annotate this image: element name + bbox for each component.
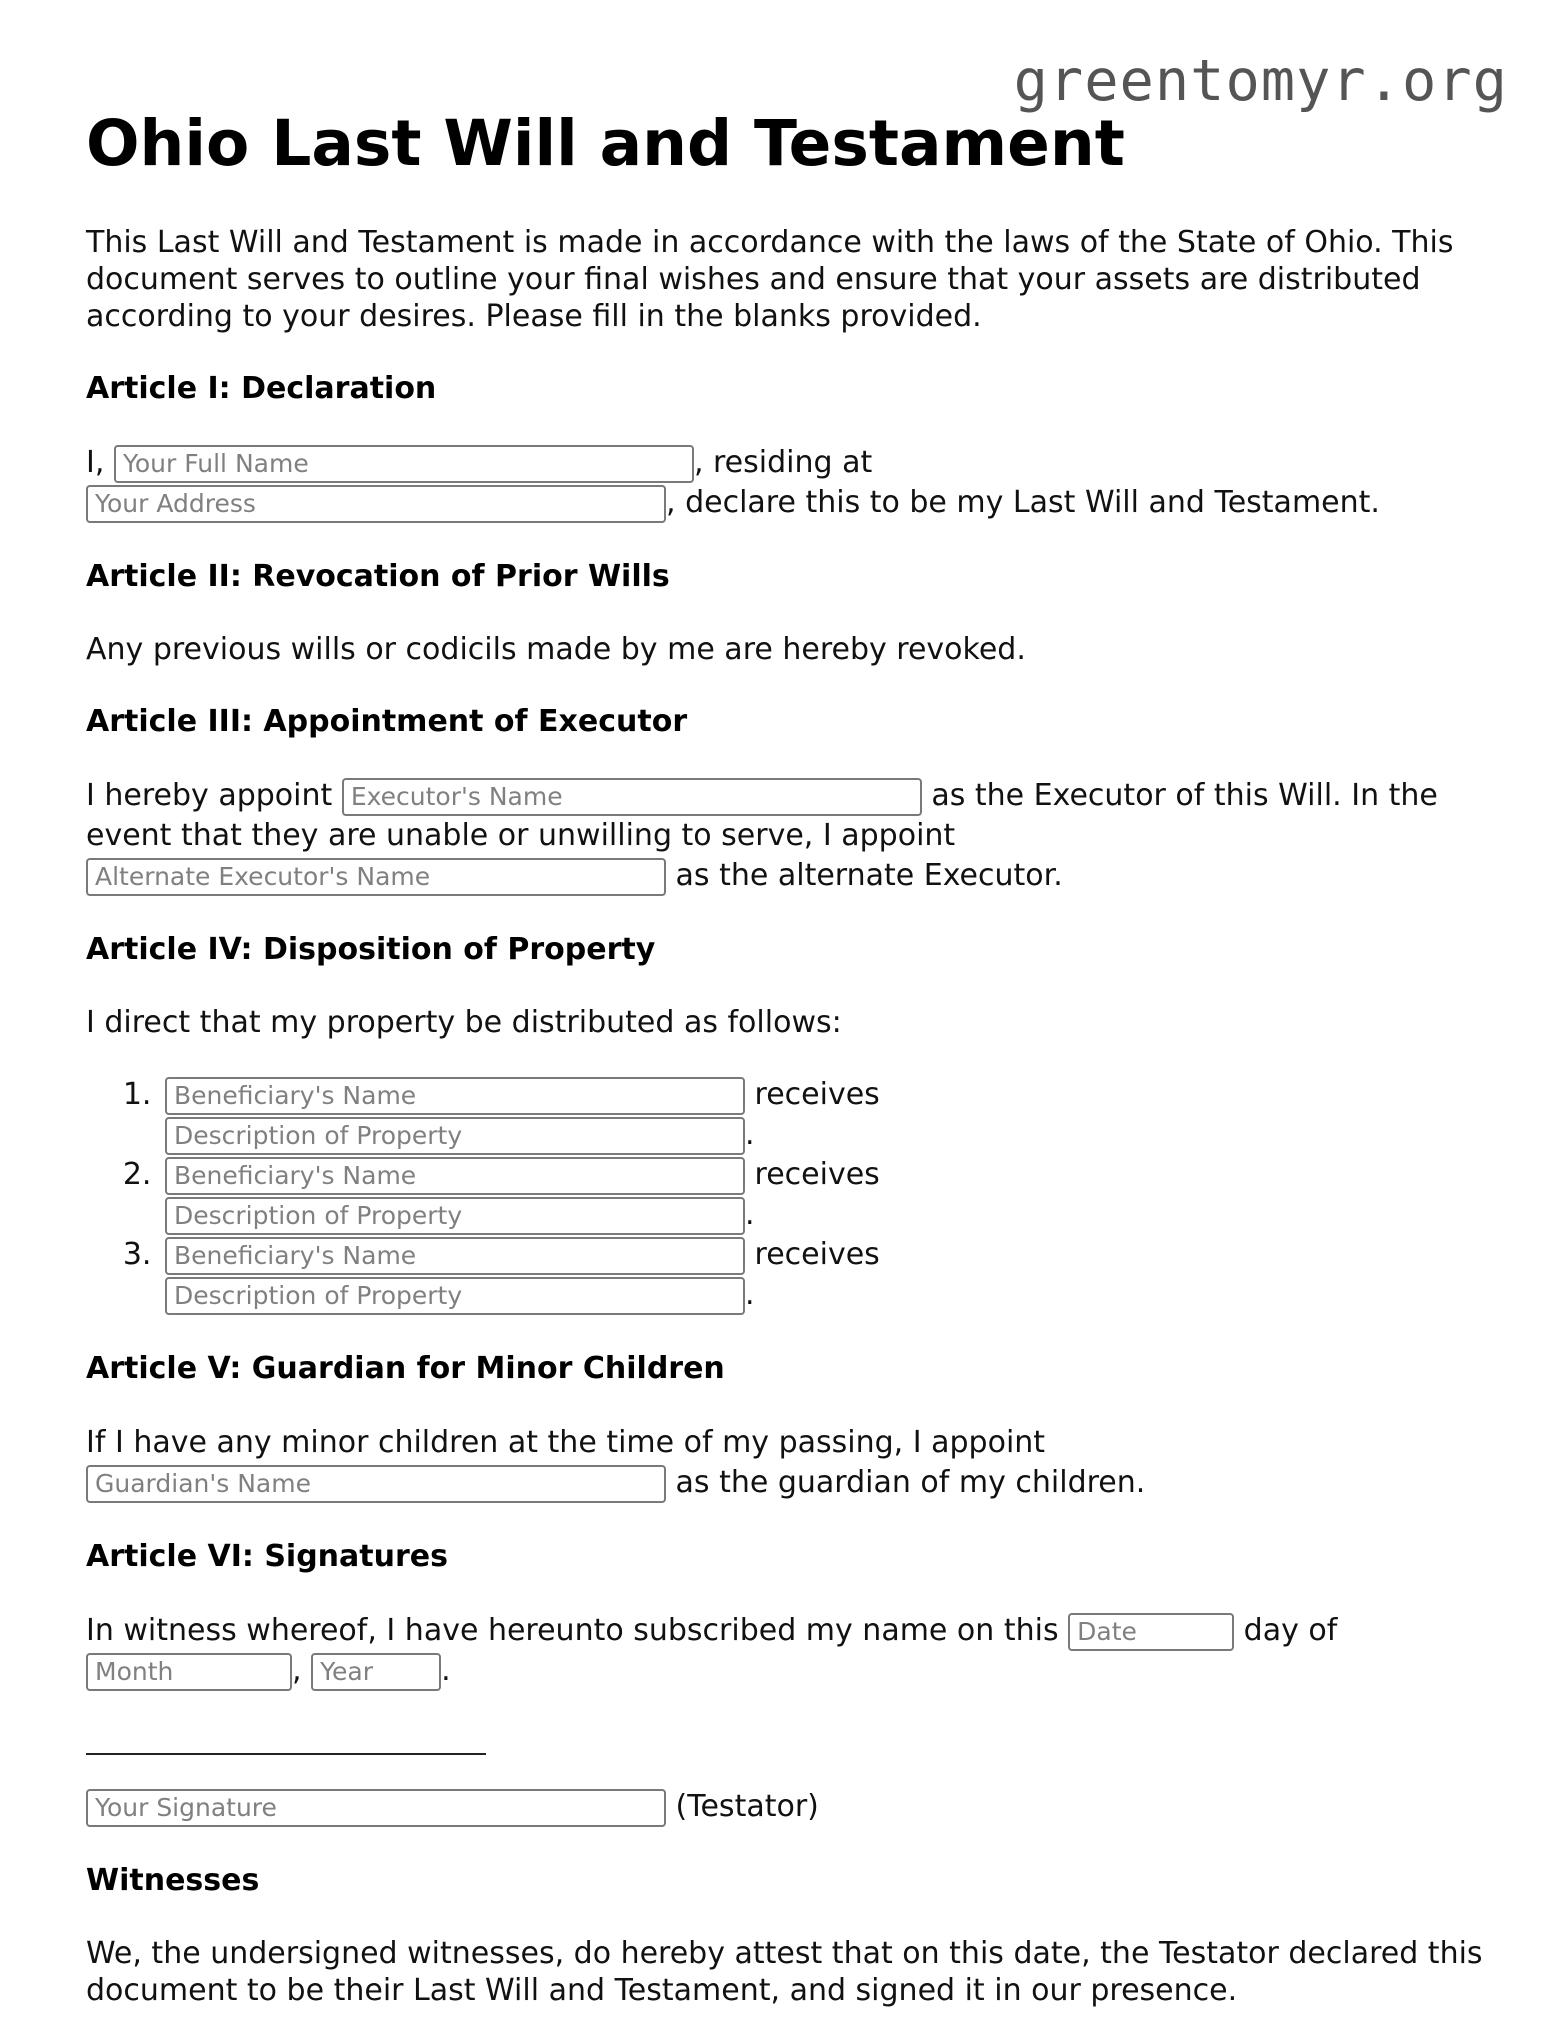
period-text: . <box>745 1117 755 1152</box>
comma-text: , <box>292 1653 302 1688</box>
property-description-input[interactable] <box>165 1197 745 1235</box>
beneficiary-item <box>161 1235 1486 1315</box>
declare-text: , declare this to be my Last Will and Testament. <box>666 485 1380 520</box>
period-text: . <box>745 1277 755 1312</box>
article-4-heading: Article IV: Disposition of Property <box>86 932 656 967</box>
receives-text: receives <box>754 1237 880 1272</box>
appoint-text: I hereby appoint <box>86 778 333 813</box>
residing-text: , residing at <box>693 445 873 480</box>
period-text: . <box>745 1197 755 1232</box>
witnesses-heading: Witnesses <box>86 1863 260 1898</box>
revocation-paragraph: Any previous wills or codicils made by me are hereby revoked. <box>86 632 1026 667</box>
page-title: Ohio Last Will and Testament <box>86 107 1125 180</box>
signature-input[interactable] <box>86 1789 666 1827</box>
beneficiary-list <box>86 1075 1486 1315</box>
period-text: . <box>441 1653 451 1688</box>
guardian-name-input[interactable] <box>86 1465 666 1503</box>
property-description-input[interactable] <box>165 1117 745 1155</box>
witnesses-paragraph: We, the undersigned witnesses, do hereby attest that on this date, the Testator declared this document to be their Last Will and Testament, and signed it in our presence. <box>86 1936 1483 2008</box>
testator-label: (Testator) <box>675 1789 819 1824</box>
guardian-end-text: as the guardian of my children. <box>675 1465 1146 1500</box>
signature-date-paragraph <box>86 1611 1486 1691</box>
testator-signature-row <box>86 1787 1486 1827</box>
receives-text: receives <box>754 1077 880 1112</box>
property-description-input[interactable] <box>165 1277 745 1315</box>
receives-text: receives <box>754 1157 880 1192</box>
address-input[interactable] <box>86 485 666 523</box>
beneficiary-name-input[interactable] <box>165 1077 745 1115</box>
article-6-heading: Article VI: Signatures <box>86 1539 448 1574</box>
article-1-heading: Article I: Declaration <box>86 371 437 406</box>
alternate-executor-text: as the alternate Executor. <box>675 858 1063 893</box>
date-input[interactable] <box>1068 1613 1234 1651</box>
article-3-heading: Article III: Appointment of Executor <box>86 704 688 739</box>
executor-paragraph <box>86 776 1486 896</box>
witness-whereof-text: In witness whereof, I have hereunto subscribed my name on this <box>86 1613 1059 1648</box>
beneficiary-item <box>161 1155 1486 1235</box>
month-input[interactable] <box>86 1653 292 1691</box>
disposition-paragraph: I direct that my property be distributed as follows: <box>86 1005 842 1040</box>
intro-paragraph: This Last Will and Testament is made in accordance with the laws of the State of Ohio. This document serves to outline your final wishes and ensure that your assets are distributed according to your desires. Please fill in the blanks provided. <box>86 225 1454 334</box>
declaration-paragraph <box>86 443 1486 523</box>
executor-name-input[interactable] <box>342 778 922 816</box>
article-5-heading: Article V: Guardian for Minor Children <box>86 1351 725 1386</box>
beneficiary-item <box>161 1075 1486 1155</box>
article-2-heading: Article II: Revocation of Prior Wills <box>86 559 670 594</box>
will-document <box>86 104 1486 2043</box>
guardian-paragraph <box>86 1423 1486 1503</box>
guardian-text: If I have any minor children at the time of my passing, I appoint <box>86 1425 1046 1460</box>
executor-mid-text: as the Executor of this Will. In the event that they are unable or unwilling to serve, I appoint <box>86 778 1438 853</box>
beneficiary-name-input[interactable] <box>165 1157 745 1195</box>
full-name-input[interactable] <box>114 445 694 483</box>
declaration-i-text: I, <box>86 445 105 480</box>
day-of-text: day of <box>1243 1613 1338 1648</box>
site-watermark: greentomyr.org <box>1013 48 1508 114</box>
signature-line <box>86 1753 486 1755</box>
beneficiary-name-input[interactable] <box>165 1237 745 1275</box>
year-input[interactable] <box>311 1653 441 1691</box>
alternate-executor-input[interactable] <box>86 858 666 896</box>
